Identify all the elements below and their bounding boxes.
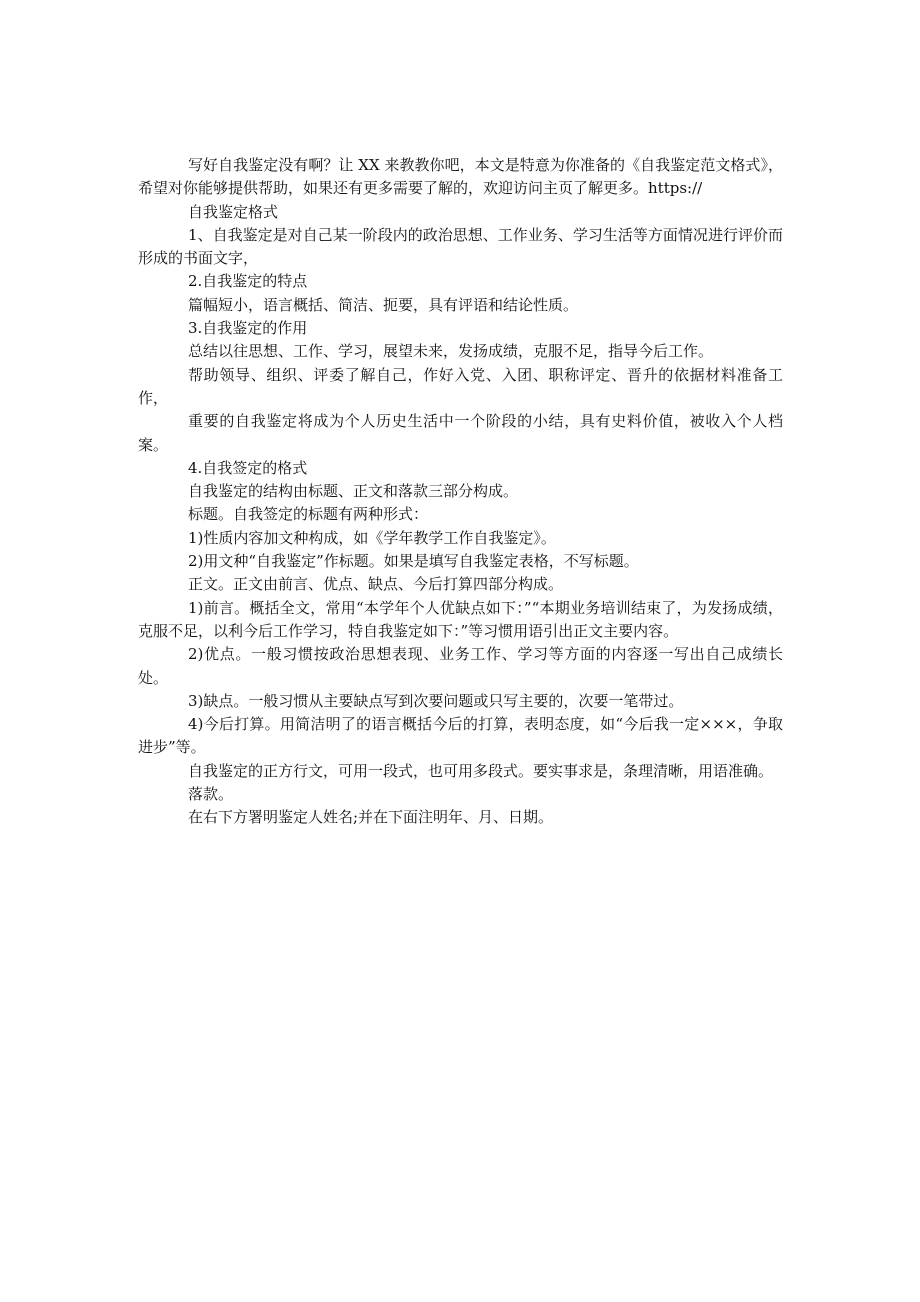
paragraph-title-form-1: 1)性质内容加文种构成，如《学年教学工作自我鉴定》。 xyxy=(188,528,556,547)
paragraph-weaknesses: 3)缺点。一般习惯从主要缺点写到次要问题或只写主要的，次要一笔带过。 xyxy=(188,691,684,710)
section-heading-structure: 4.自我签定的格式 xyxy=(188,458,308,477)
paragraph-definition: 1、自我鉴定是对自己某一阶段内的政治思想、工作业务、学习生活等方面情况进行评价而形成的书面文字， xyxy=(138,225,783,268)
paragraph-purpose-2: 帮助领导、组织、评委了解自己，作好入党、入团、职称评定、晋升的依据材料准备工作， xyxy=(138,365,783,407)
paragraph-purpose-1: 总结以往思想、工作、学习，展望未来，发扬成绩，克服不足，指导今后工作。 xyxy=(188,342,714,361)
paragraph-structure: 自我鉴定的结构由标题、正文和落款三部分构成。 xyxy=(188,482,519,501)
section-heading-format: 自我鉴定格式 xyxy=(188,202,279,221)
paragraph-purpose-3: 重要的自我鉴定将成为个人历史生活中一个阶段的小结，具有史料价值，被收入个人档案。 xyxy=(138,412,783,454)
paragraph-title-forms: 标题。自我签定的标题有两种形式： xyxy=(188,505,429,524)
paragraph-signature-heading: 落款。 xyxy=(188,785,234,804)
intro-paragraph: 写好自我鉴定没有啊？让 XX 来教教你吧，本文是特意为你准备的《自我鉴定范文格式》，希望对你能够提供帮助，如果还有更多需要了解的，欢迎访问主页了解更多。https:// xyxy=(138,156,783,198)
paragraph-plans: 4)今后打算。用简洁明了的语言概括今后的打算，表明态度，如“今后我一定×××，争取进步”等。 xyxy=(138,715,783,757)
paragraph-title-form-2: 2)用文种“自我鉴定”作标题。如果是填写自我鉴定表格，不写标题。 xyxy=(188,552,639,571)
section-heading-purpose: 3.自我鉴定的作用 xyxy=(188,319,308,338)
document-body xyxy=(138,154,783,830)
paragraph-signature: 在右下方署明鉴定人姓名;并在下面注明年、月、日期。 xyxy=(188,808,554,827)
paragraph-strengths: 2)优点。一般习惯按政治思想表现、业务工作、学习等方面的内容逐一写出自己成绩长处。 xyxy=(138,645,783,687)
section-heading-features: 2.自我鉴定的特点 xyxy=(188,272,308,291)
paragraph-preface: 1)前言。概括全文，常用“本学年个人优缺点如下：”“本期业务培训结束了，为发扬成绩，克服不足，以利今后工作学习，特自我鉴定如下：”等习惯用语引出正文主要内容。 xyxy=(138,598,783,640)
paragraph-body-style: 自我鉴定的正方行文，可用一段式，也可用多段式。要实事求是，条理清晰，用语准确。 xyxy=(188,761,774,780)
paragraph-body-parts: 正文。正文由前言、优点、缺点、今后打算四部分构成。 xyxy=(188,575,564,594)
paragraph-features: 篇幅短小，语言概括、简洁、扼要，具有评语和结论性质。 xyxy=(188,295,579,314)
